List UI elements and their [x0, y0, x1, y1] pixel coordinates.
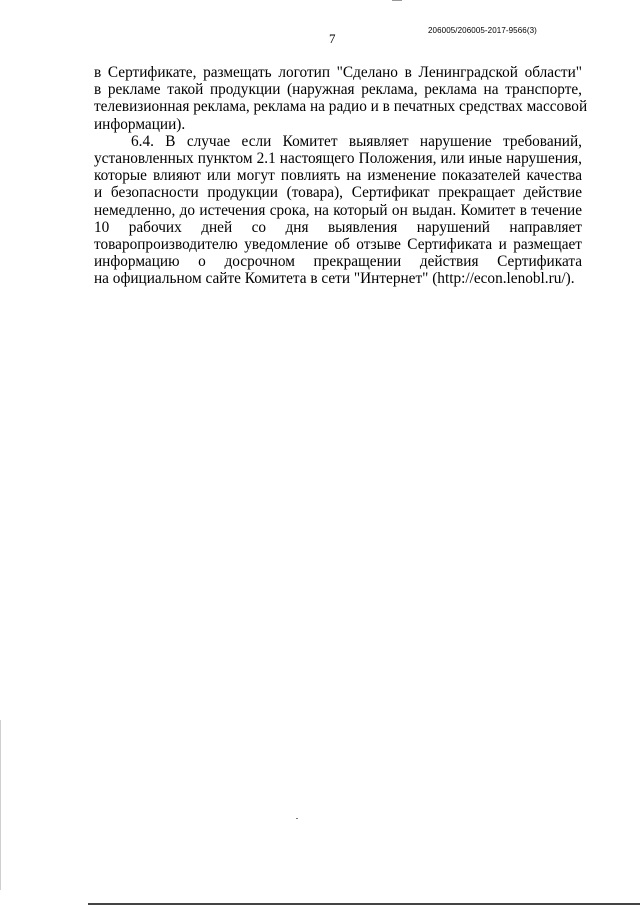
text-line: установленных пунктом 2.1 настоящего Положения, или иные нарушения,: [94, 150, 582, 168]
text-line: товаропроизводителю уведомление об отзыве Сертификата и размещает: [94, 236, 582, 254]
text-line: в Сертификате, размещать логотип "Сделано в Ленинградской области": [94, 64, 582, 81]
scan-artifact-top: [392, 0, 402, 1]
text-line: в рекламе такой продукции (наружная реклама, реклама на транспорте,: [94, 81, 582, 99]
text-line: 10 рабочих дней со дня выявления нарушений направляет: [94, 218, 582, 236]
document-id: 206005/206005-2017-9566(3): [428, 26, 537, 35]
text-line: телевизионная реклама, реклама на радио и в печатных средствах массовой: [94, 98, 588, 116]
text-line: и безопасности продукции (товара), Сертификат прекращает действие: [94, 184, 582, 202]
text-line: информацию о досрочном прекращении действия Сертификата: [94, 253, 582, 271]
scan-artifact-dot: [296, 818, 298, 819]
page-number: 7: [329, 31, 336, 46]
text-line: которые влияют или могут повлиять на изменение показателей качества: [94, 167, 582, 185]
scan-edge-left: [0, 720, 1, 890]
text-line: на официальном сайте Комитета в сети "Интернет" (http://econ.lenobl.ru/).: [94, 270, 575, 288]
text-line: информации).: [94, 115, 186, 133]
text-line: немедленно, до истечения срока, на который он выдан. Комитет в течение: [94, 201, 582, 219]
paragraph-start-line: 6.4. В случае если Комитет выявляет нарушение требований,: [131, 132, 582, 150]
document-body: [94, 64, 588, 288]
